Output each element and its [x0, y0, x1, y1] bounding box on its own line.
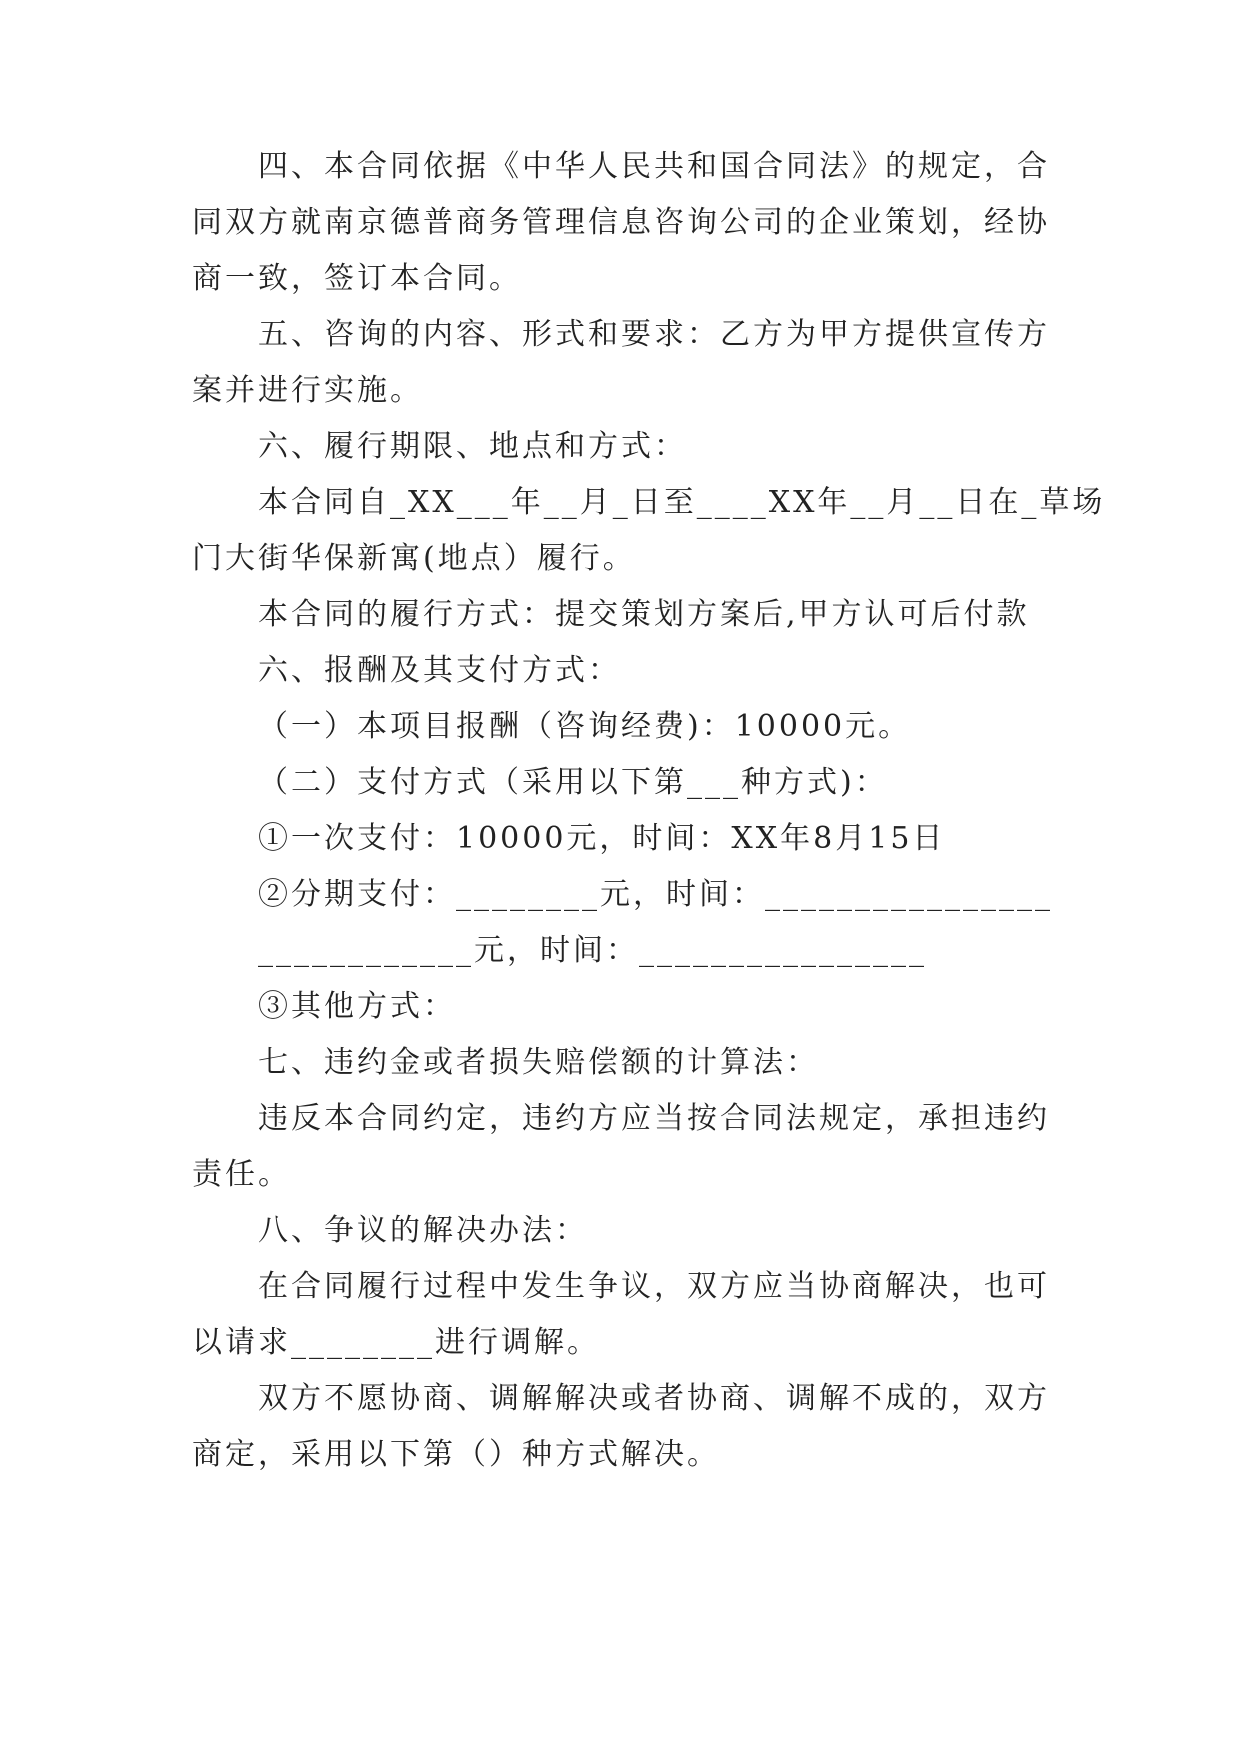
clause-4-line-2: 同双方就南京德普商务管理信息咨询公司的企业策划，经协: [192, 205, 1050, 240]
clause-7-line-2: 责任。: [192, 1157, 291, 1192]
clause-8-line-2: 以请求________进行调解。: [192, 1325, 600, 1360]
clause-4-line-1: 四、本合同依据《中华人民共和国合同法》的规定，合: [258, 149, 1050, 184]
term-line-2: 门大街华保新寓(地点）履行。: [192, 541, 636, 576]
clause-8-heading: 八、争议的解决办法：: [258, 1213, 588, 1248]
clause-8-line-3: 双方不愿协商、调解解决或者协商、调解不成的，双方: [258, 1381, 1050, 1416]
clause-8-line-4: 商定，采用以下第（）种方式解决。: [192, 1437, 720, 1472]
clause-5-line-1: 五、咨询的内容、形式和要求：乙方为甲方提供宣传方: [258, 317, 1050, 352]
performance-method: 本合同的履行方式：提交策划方案后,甲方认可后付款: [258, 597, 1030, 632]
payment-option-2-cont: ____________元，时间：________________: [258, 933, 927, 968]
payment-amount: （一）本项目报酬（咨询经费)：10000元。: [258, 709, 912, 744]
clause-6-heading: 六、履行期限、地点和方式：: [258, 429, 687, 464]
term-line-1: 本合同自_XX___年__月_日至____XX年__月__日在_草场: [258, 485, 1106, 520]
payment-option-3: ③其他方式：: [258, 989, 456, 1024]
payment-option-2: ②分期支付：________元，时间：________________: [258, 877, 1053, 912]
clause-7-line-1: 违反本合同约定，违约方应当按合同法规定，承担违约: [258, 1101, 1050, 1136]
clause-5-line-2: 案并进行实施。: [192, 373, 423, 408]
payment-heading: 六、报酬及其支付方式：: [258, 653, 621, 688]
clause-4-line-3: 商一致，签订本合同。: [192, 261, 522, 296]
payment-option-1: ①一次支付：10000元，时间：XX年8月15日: [258, 821, 946, 856]
clause-8-line-1: 在合同履行过程中发生争议，双方应当协商解决，也可: [258, 1269, 1050, 1304]
clause-7-heading: 七、违约金或者损失赔偿额的计算法：: [258, 1045, 819, 1080]
payment-method: （二）支付方式（采用以下第___种方式)：: [258, 765, 888, 800]
